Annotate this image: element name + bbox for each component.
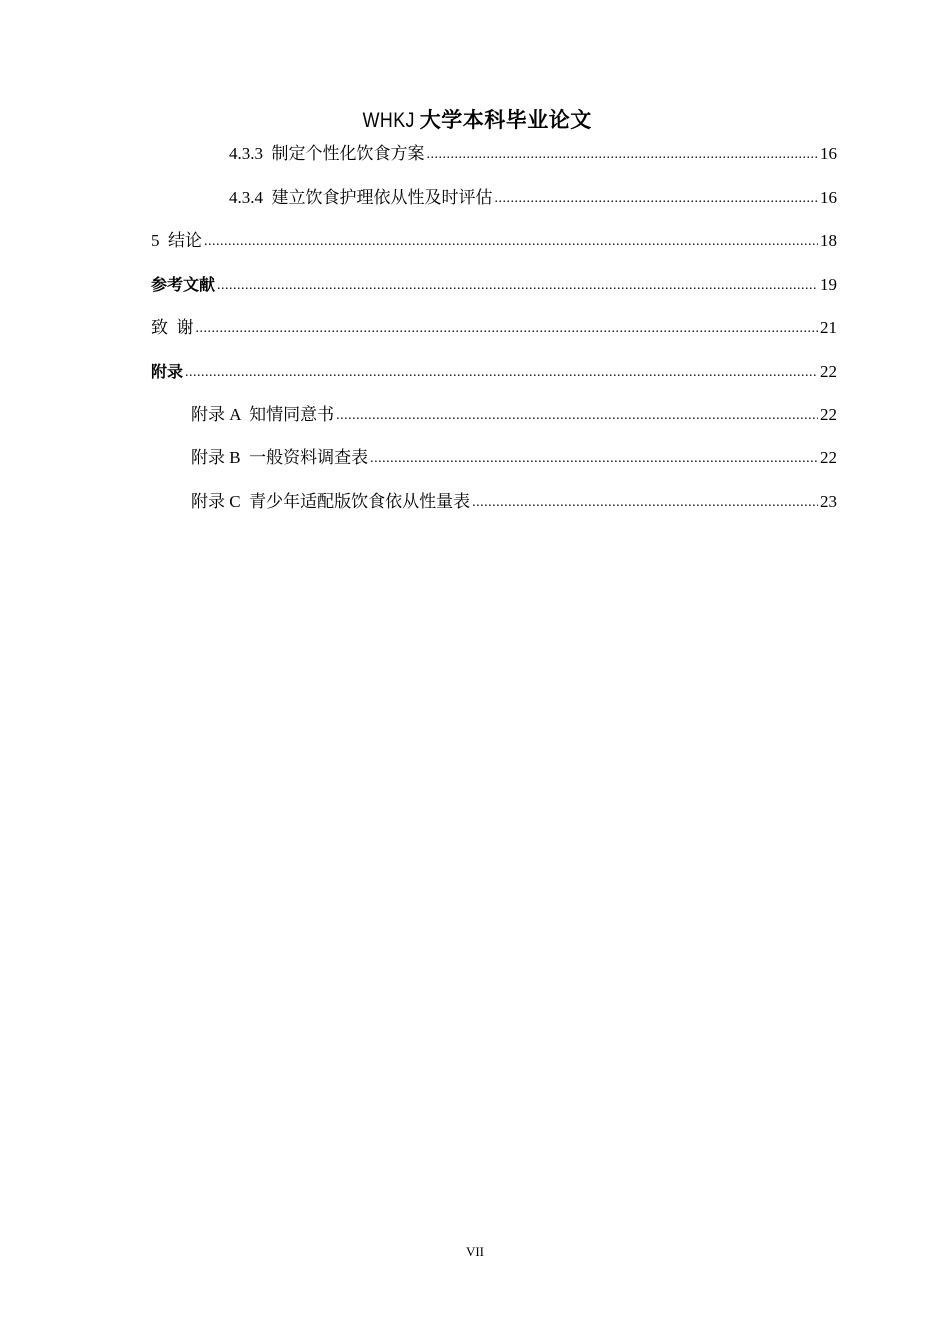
toc-entry-appendix-a[interactable]: [191, 403, 837, 427]
toc-entry-page: 18: [820, 231, 837, 250]
toc-entry-label: 附录 A 知情同意书: [191, 405, 335, 424]
toc-entry-page: 22: [820, 405, 837, 424]
toc-dot-leader: [336, 404, 818, 428]
toc-entry-label: 附录: [151, 362, 184, 381]
toc-entry-references[interactable]: [151, 273, 837, 297]
toc-entry-page: 16: [820, 144, 837, 163]
toc-entry-appendix-b[interactable]: [191, 446, 837, 470]
toc-entry-appendix[interactable]: [151, 360, 837, 384]
header-latin-text: WHKJ: [362, 109, 416, 132]
toc-entry-4-3-3[interactable]: [229, 142, 837, 166]
toc-entry-page: 16: [820, 188, 837, 207]
toc-entry-label: 5 结论: [151, 231, 202, 250]
toc-dot-leader: [495, 187, 819, 211]
toc-entry-label: 附录 B 一般资料调查表: [191, 448, 369, 467]
toc-entry-page: 19: [820, 275, 837, 294]
toc-dot-leader: [204, 230, 818, 254]
toc-dot-leader: [217, 274, 818, 298]
toc-entry-label: 参考文献: [151, 275, 216, 294]
toc-dot-leader: [185, 361, 818, 385]
toc-entry-label: 致 谢: [151, 318, 194, 337]
toc-entry-conclusion[interactable]: [151, 229, 837, 253]
toc-dot-leader: [427, 143, 819, 167]
toc-entry-acknowledgements[interactable]: [151, 316, 837, 340]
page-number: VII: [465, 1244, 485, 1259]
toc-dot-leader: [472, 491, 818, 515]
toc-entry-page: 21: [820, 318, 837, 337]
toc-entry-appendix-c[interactable]: [191, 490, 837, 514]
header-title-text: 大学本科毕业论文: [419, 108, 592, 132]
page-header: [0, 106, 950, 135]
toc-entry-label: 4.3.4 建立饮食护理依从性及时评估: [229, 188, 493, 207]
toc-dot-leader: [196, 317, 819, 341]
toc-entry-page: 22: [820, 362, 837, 381]
toc-entry-page: 22: [820, 448, 837, 467]
toc-entry-label: 4.3.3 制定个性化饮食方案: [229, 144, 425, 163]
toc-entry-4-3-4[interactable]: [229, 186, 837, 210]
toc-entry-page: 23: [820, 492, 837, 511]
toc-entry-label: 附录 C 青少年适配版饮食依从性量表: [191, 492, 471, 511]
toc-dot-leader: [370, 447, 818, 471]
